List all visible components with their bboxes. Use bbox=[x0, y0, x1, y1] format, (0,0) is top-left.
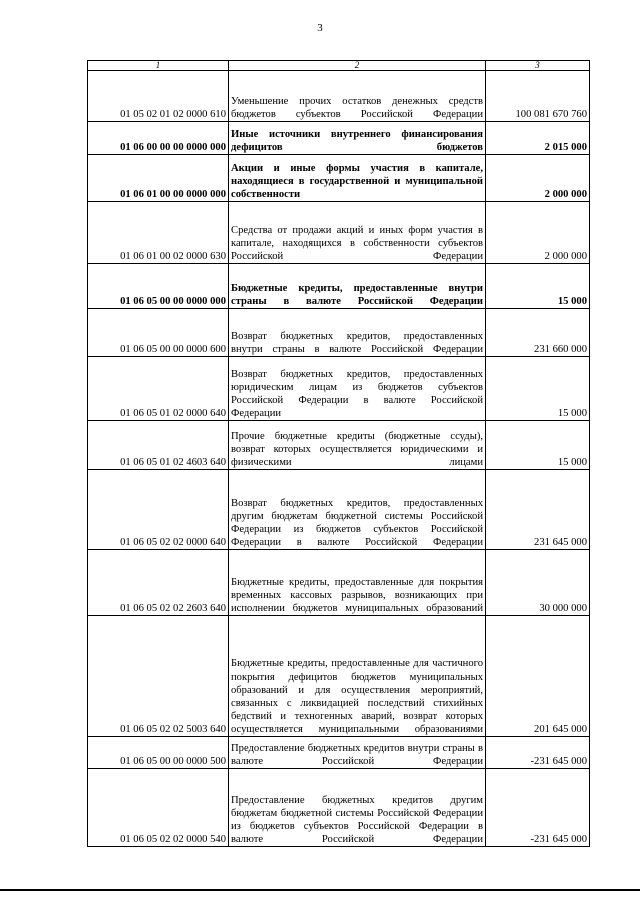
table-row bbox=[88, 357, 590, 421]
table-row bbox=[88, 202, 590, 264]
budget-code: 01 06 01 00 00 0000 000 bbox=[88, 155, 229, 202]
table-row bbox=[88, 421, 590, 470]
table-row bbox=[88, 309, 590, 357]
item-name: Возврат бюджетных кредитов, предоставленных внутри страны в валюте Российской Федерации bbox=[229, 309, 486, 357]
budget-sources-table bbox=[87, 60, 590, 847]
page-bottom-rule bbox=[0, 889, 640, 891]
budget-code: 01 06 05 00 00 0000 500 bbox=[88, 737, 229, 769]
budget-code: 01 06 05 02 02 2603 640 bbox=[88, 550, 229, 616]
item-name: Средства от продажи акций и иных форм участия в капитале, находящихся в собственности субъектов Российской Федерации bbox=[229, 202, 486, 264]
table-row bbox=[88, 769, 590, 847]
budget-code: 01 05 02 01 02 0000 610 bbox=[88, 71, 229, 122]
item-name: Бюджетные кредиты, предоставленные внутри страны в валюте Российской Федерации bbox=[229, 264, 486, 309]
amount: 15 000 bbox=[486, 357, 590, 421]
table-row bbox=[88, 264, 590, 309]
table-header-row bbox=[88, 61, 590, 71]
item-name: Возврат бюджетных кредитов, предоставленных другим бюджетам бюджетной системы Российской Федерации из бюджетов субъектов Российской Федерации в валюте Российской Федерации bbox=[229, 470, 486, 550]
amount: 30 000 000 bbox=[486, 550, 590, 616]
budget-code: 01 06 05 02 02 0000 540 bbox=[88, 769, 229, 847]
table-row bbox=[88, 550, 590, 616]
column-number-2: 2 bbox=[229, 61, 486, 71]
item-name: Предоставление бюджетных кредитов другим бюджетам бюджетной системы Российской Федерации из бюджетов субъектов Российской Федерации в валюте Российской Федерации bbox=[229, 769, 486, 847]
amount: 100 081 670 760 bbox=[486, 71, 590, 122]
amount: 231 660 000 bbox=[486, 309, 590, 357]
table-row bbox=[88, 155, 590, 202]
amount: 15 000 bbox=[486, 421, 590, 470]
amount: 2 000 000 bbox=[486, 202, 590, 264]
amount: 2 000 000 bbox=[486, 155, 590, 202]
item-name: Бюджетные кредиты, предоставленные для покрытия временных кассовых разрывов, возникающих при исполнении бюджетов муниципальных образований bbox=[229, 550, 486, 616]
table-row bbox=[88, 737, 590, 769]
item-name: Уменьшение прочих остатков денежных средств бюджетов субъектов Российской Федерации bbox=[229, 71, 486, 122]
budget-code: 01 06 05 02 02 5003 640 bbox=[88, 616, 229, 737]
page-number: 3 bbox=[317, 22, 323, 34]
table-row bbox=[88, 470, 590, 550]
item-name: Возврат бюджетных кредитов, предоставленных юридическим лицам из бюджетов субъектов Российской Федерации в валюте Российской Федерации bbox=[229, 357, 486, 421]
amount: 231 645 000 bbox=[486, 470, 590, 550]
amount: -231 645 000 bbox=[486, 737, 590, 769]
amount: 201 645 000 bbox=[486, 616, 590, 737]
budget-code: 01 06 05 01 02 0000 640 bbox=[88, 357, 229, 421]
item-name: Предоставление бюджетных кредитов внутри страны в валюте Российской Федерации bbox=[229, 737, 486, 769]
column-number-3: 3 bbox=[486, 61, 590, 71]
item-name: Бюджетные кредиты, предоставленные для частичного покрытия дефицитов бюджетов муниципальных образований и для осуществления мероприятий, связанных с ликвидацией последствий стихийных бедствий и техногенных аварий, возврат которых осуществляется муниципальными образованиями bbox=[229, 616, 486, 737]
column-number-1: 1 bbox=[88, 61, 229, 71]
table-row bbox=[88, 616, 590, 737]
amount: 2 015 000 bbox=[486, 122, 590, 155]
amount: 15 000 bbox=[486, 264, 590, 309]
item-name: Прочие бюджетные кредиты (бюджетные ссуды), возврат которых осуществляется юридическими и физическими лицами bbox=[229, 421, 486, 470]
budget-code: 01 06 01 00 02 0000 630 bbox=[88, 202, 229, 264]
budget-code: 01 06 05 02 02 0000 640 bbox=[88, 470, 229, 550]
budget-code: 01 06 05 01 02 4603 640 bbox=[88, 421, 229, 470]
amount: -231 645 000 bbox=[486, 769, 590, 847]
table-row bbox=[88, 122, 590, 155]
budget-code: 01 06 00 00 00 0000 000 bbox=[88, 122, 229, 155]
budget-code: 01 06 05 00 00 0000 000 bbox=[88, 264, 229, 309]
item-name: Иные источники внутреннего финансирования дефицитов бюджетов bbox=[229, 122, 486, 155]
table-row bbox=[88, 71, 590, 122]
budget-code: 01 06 05 00 00 0000 600 bbox=[88, 309, 229, 357]
item-name: Акции и иные формы участия в капитале, находящиеся в государственной и муниципальной собственности bbox=[229, 155, 486, 202]
